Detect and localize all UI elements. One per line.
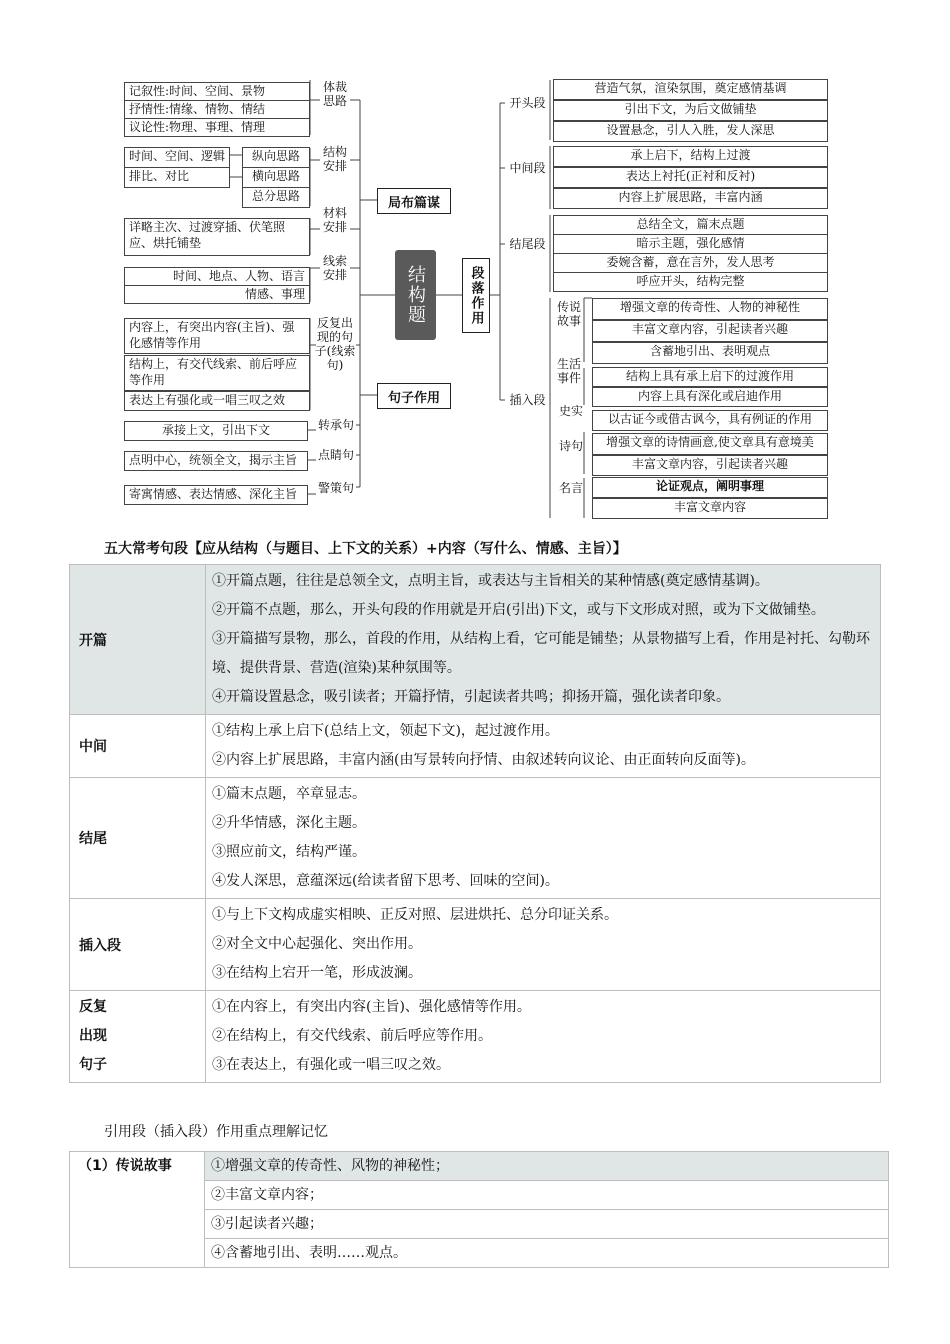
row-key: 反复 出现 句子 bbox=[70, 991, 206, 1083]
table-row bbox=[70, 778, 881, 899]
map-box: 时间、地点、人物、语言 bbox=[124, 267, 310, 286]
map-label: 体裁思路 bbox=[322, 80, 347, 108]
map-box: 总结全文，篇末点题 bbox=[553, 215, 828, 235]
table-row bbox=[70, 565, 881, 715]
map-label: 插入段 bbox=[509, 393, 546, 407]
table-row bbox=[70, 1152, 889, 1181]
map-box: 以古证今或借古讽今，具有例证的作用 bbox=[592, 410, 828, 431]
map-box: 承上启下，结构上过渡 bbox=[553, 146, 828, 167]
row-lines bbox=[206, 778, 881, 899]
row-key: 中间 bbox=[70, 715, 206, 778]
branch-node-layout: 局布篇谋 bbox=[377, 188, 451, 214]
map-box: 横向思路 bbox=[242, 167, 310, 188]
row-lines bbox=[206, 991, 881, 1083]
map-box: 纵向思路 bbox=[242, 147, 310, 168]
branch-node-sentence: 句子作用 bbox=[377, 383, 451, 409]
row-line: ①篇末点题，卒章显志。 bbox=[212, 786, 366, 802]
map-box: 论证观点，阐明事理 bbox=[592, 477, 828, 498]
map-label: 结构安排 bbox=[322, 145, 347, 173]
five-paragraphs-table bbox=[69, 564, 881, 1083]
row-line: ②升华情感，深化主题。 bbox=[212, 815, 366, 831]
map-box: 表达上衬托(正衬和反衬) bbox=[553, 167, 828, 188]
map-box: 点明中心，统领全文，揭示主旨 bbox=[124, 451, 308, 471]
row-line: ③开篇描写景物，那么，首段的作用，从结构上看，它可能是铺垫；从景物描写上看，作用是衬托、勾勒环境、提供背景、营造(渲染)某种氛围等。 bbox=[212, 631, 870, 676]
map-box: 委婉含蓄，意在言外，发人思考 bbox=[553, 253, 828, 273]
row-line: ④开篇设置悬念，吸引读者；开篇抒情，引起读者共鸣；抑扬开篇，强化读者印象。 bbox=[212, 689, 730, 705]
row-line: ③引起读者兴趣； bbox=[205, 1210, 889, 1239]
map-box: 情感、事理 bbox=[124, 285, 310, 304]
row-line: ①与上下文构成虚实相映、正反对照、层进烘托、总分印证关系。 bbox=[212, 907, 618, 923]
map-label: 诗句 bbox=[558, 439, 583, 453]
map-box: 结构上具有承上启下的过渡作用 bbox=[592, 367, 828, 387]
map-box: 营造气氛，渲染氛围，奠定感情基调 bbox=[553, 79, 828, 100]
row-key: （1）传说故事 bbox=[70, 1152, 205, 1268]
map-label: 转承句 bbox=[317, 418, 354, 432]
map-box: 总分思路 bbox=[242, 187, 310, 208]
row-line: ①结构上承上启下(总结上文，领起下文)，起过渡作用。 bbox=[212, 723, 559, 739]
row-lines bbox=[206, 715, 881, 778]
map-box: 详略主次、过渡穿插、伏笔照应、烘托铺垫 bbox=[124, 218, 310, 256]
row-line: ④发人深思，意蕴深远(给读者留下思考、回味的空间)。 bbox=[212, 873, 559, 889]
map-label: 传说故事 bbox=[556, 300, 581, 328]
table-row bbox=[70, 899, 881, 991]
map-box: 结构上，有交代线索、前后呼应等作用 bbox=[124, 355, 310, 391]
section-heading-quote-paragraph: 引用段（插入段）作用重点理解记忆 bbox=[104, 1124, 328, 1140]
map-box: 议论性:物理、事理、情理 bbox=[124, 118, 310, 137]
map-box: 内容上扩展思路，丰富内涵 bbox=[553, 188, 828, 209]
map-box: 呼应开头，结构完整 bbox=[553, 272, 828, 292]
map-box: 记叙性:时间、空间、景物 bbox=[124, 82, 310, 101]
table-row bbox=[70, 991, 881, 1083]
map-box: 寄寓情感、表达情感、深化主旨 bbox=[124, 485, 308, 505]
map-box: 引出下文，为后文做铺垫 bbox=[553, 100, 828, 121]
row-line: ③照应前文，结构严谨。 bbox=[212, 844, 366, 860]
map-box: 暗示主题，强化感情 bbox=[553, 234, 828, 254]
map-label: 线索安排 bbox=[322, 254, 347, 282]
row-lines bbox=[206, 899, 881, 991]
map-label: 中间段 bbox=[509, 161, 546, 175]
row-line: ②在结构上，有交代线索、前后呼应等作用。 bbox=[212, 1028, 492, 1044]
row-key: 插入段 bbox=[70, 899, 206, 991]
row-line: ③在结构上宕开一笔，形成波澜。 bbox=[212, 965, 422, 981]
row-line: ②开篇不点题，那么，开头句段的作用就是开启(引出)下文，或与下文形成对照，或为下文做铺垫。 bbox=[212, 602, 825, 618]
row-line: ③在表达上，有强化或一唱三叹之效。 bbox=[212, 1057, 450, 1073]
table-row bbox=[70, 715, 881, 778]
map-box: 增强文章的诗情画意,使文章具有意境美 bbox=[592, 433, 828, 455]
section-heading-five-paragraphs: 五大常考句段【应从结构（与题目、上下文的关系）+内容（写什么、情感、主旨）】 bbox=[104, 541, 627, 557]
map-box: 内容上具有深化或启迪作用 bbox=[592, 387, 828, 407]
map-box: 表达上有强化或一唱三叹之效 bbox=[124, 391, 310, 411]
map-label: 生活事件 bbox=[556, 357, 581, 385]
map-box: 抒情性:情缘、情物、情结 bbox=[124, 100, 310, 119]
map-label: 名言 bbox=[558, 481, 583, 495]
map-box: 增强文章的传奇性、人物的神秘性 bbox=[592, 298, 828, 320]
structure-mind-map bbox=[0, 0, 950, 530]
row-line: ①在内容上，有突出内容(主旨)、强化感情等作用。 bbox=[212, 999, 531, 1015]
map-label: 点睛句 bbox=[317, 448, 354, 462]
row-line: ②丰富文章内容； bbox=[205, 1181, 889, 1210]
map-box: 设置悬念，引人入胜，发人深思 bbox=[553, 121, 828, 142]
row-lines bbox=[206, 565, 881, 715]
root-node: 结构题 bbox=[395, 250, 436, 340]
row-line: ②对全文中心起强化、突出作用。 bbox=[212, 936, 422, 952]
map-label: 材料安排 bbox=[322, 206, 347, 234]
map-box: 排比、对比 bbox=[124, 167, 230, 188]
map-box: 丰富文章内容 bbox=[592, 498, 828, 519]
row-key: 结尾 bbox=[70, 778, 206, 899]
branch-node-paragraph: 段落作用 bbox=[462, 258, 490, 333]
map-label: 结尾段 bbox=[509, 237, 546, 251]
row-key: 开篇 bbox=[70, 565, 206, 715]
map-box: 丰富文章内容，引起读者兴趣 bbox=[592, 320, 828, 342]
map-label: 开头段 bbox=[509, 96, 546, 110]
row-line: ①增强文章的传奇性、风物的神秘性； bbox=[205, 1152, 889, 1181]
map-box: 内容上，有突出内容(主旨)、强化感情等作用 bbox=[124, 318, 310, 354]
map-label: 警策句 bbox=[317, 481, 354, 495]
row-line: ④含蓄地引出、表明……观点。 bbox=[205, 1239, 889, 1268]
map-box: 时间、空间、逻辑 bbox=[124, 147, 230, 168]
row-line: ①开篇点题，往往是总领全文，点明主旨，或表达与主旨相关的某种情感(奠定感情基调)。 bbox=[212, 573, 769, 589]
map-box: 丰富文章内容，引起读者兴趣 bbox=[592, 455, 828, 476]
map-box: 承接上文，引出下文 bbox=[124, 421, 308, 441]
map-box: 含蓄地引出、表明观点 bbox=[592, 342, 828, 364]
map-label: 史实 bbox=[558, 404, 583, 418]
row-line: ②内容上扩展思路，丰富内涵(由写景转向抒情、由叙述转向议论、由正面转向反面等)。 bbox=[212, 752, 755, 768]
quote-paragraph-table bbox=[69, 1151, 889, 1268]
map-label: 反复出现的句子(线索句) bbox=[314, 316, 356, 372]
